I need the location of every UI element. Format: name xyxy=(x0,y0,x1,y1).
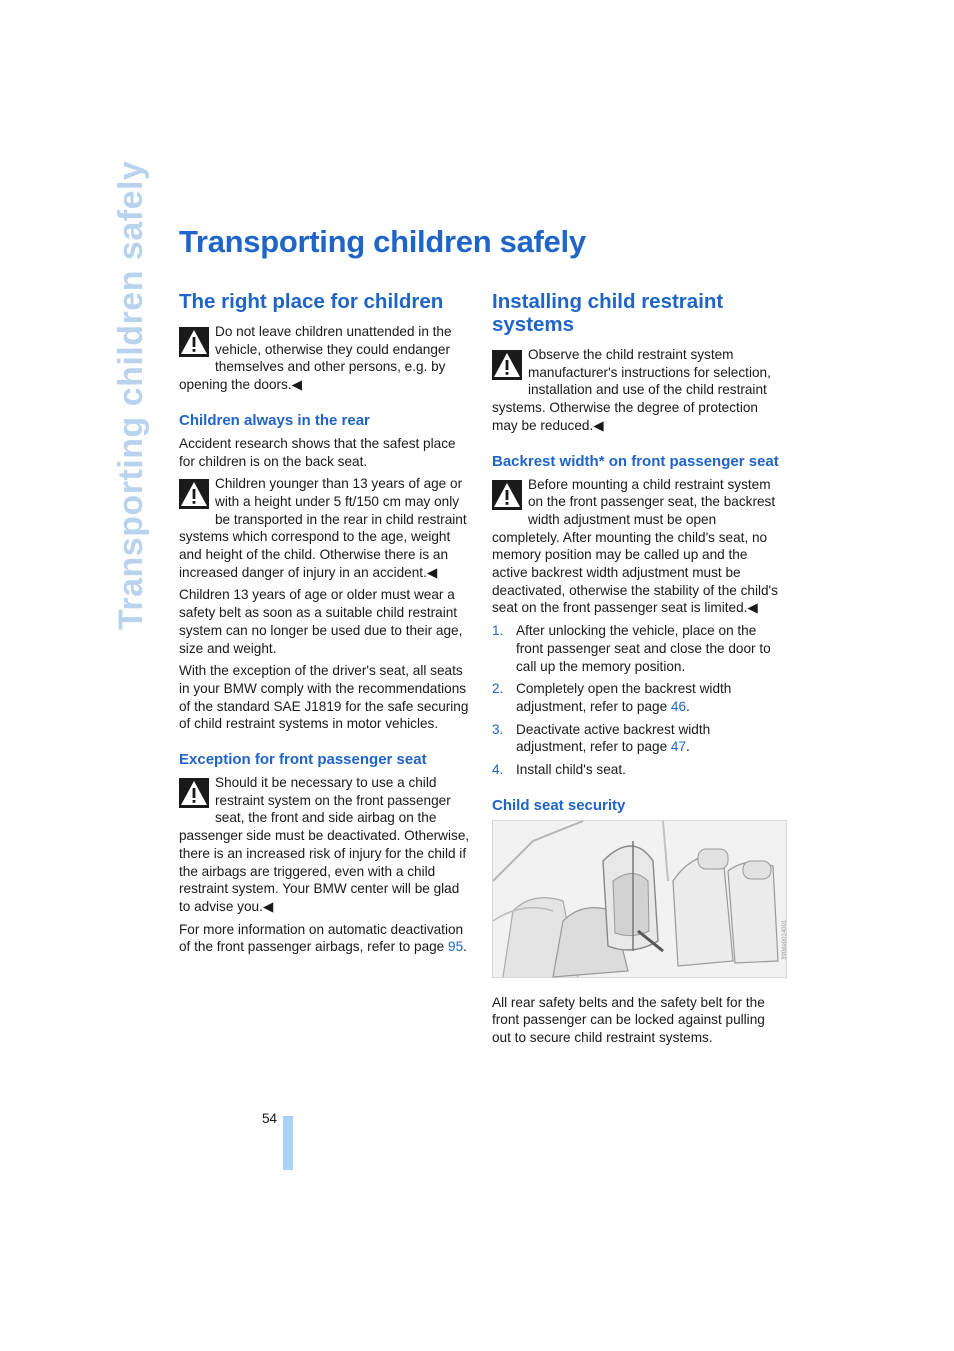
step-item: 3. Deactivate active backrest width adjustment, refer to page 47. xyxy=(492,721,711,755)
warning-text: Do not leave children unattended in the vehicle, otherwise they could endanger themselves and other persons, e.g. by opening the doors.◀ xyxy=(179,324,452,393)
warning-manufacturer xyxy=(492,346,784,435)
warning-text: Children younger than 13 years of age or with a height under 5 ft/150 cm may only be transported in the rear in child restraint systems which correspond to the age, weight and height of the child. Otherwise there is an increased danger of injury in an accident.◀ xyxy=(179,476,467,580)
page-link-47[interactable]: 47 xyxy=(670,739,687,755)
subheading-backrest-width: Backrest width* on front passenger seat xyxy=(492,452,779,470)
subheading-child-seat-security: Child seat security xyxy=(492,796,626,814)
step-item: 4. Install child's seat. xyxy=(492,762,626,778)
paragraph-safest-place: Accident research shows that the safest place for children is on the back seat. xyxy=(179,435,456,469)
side-tab xyxy=(104,160,164,630)
image-code: 390de0014001 xyxy=(782,919,789,960)
warning-backrest xyxy=(492,476,784,618)
subheading-exception: Exception for front passenger seat xyxy=(179,751,427,769)
page-title: Transporting children safely xyxy=(179,224,586,259)
page-link-95[interactable]: 95 xyxy=(448,939,464,955)
child-seat-illustration xyxy=(492,820,787,978)
warning-text: Before mounting a child restraint system on the front passenger seat, the backrest width adjustment must be open completely. After mounting the child's seat, no memory position may be called up and the active backrest width adjustment must be deactivated, otherwise the stability of the child's seat on the front passenger seat is limited.◀ xyxy=(492,476,778,616)
warning-icon xyxy=(492,480,522,510)
subheading-children-rear: Children always in the rear xyxy=(179,411,370,429)
warning-text: Observe the child restraint system manufacturer's instructions for selection, installation and use of the child restraint systems. Otherwise the degree of protection may be reduced.◀ xyxy=(492,347,771,433)
warning-unattended xyxy=(179,323,471,394)
warning-front-passenger xyxy=(179,774,471,916)
page-number: 54 xyxy=(262,1111,278,1126)
car-interior-drawing xyxy=(493,821,786,977)
warning-text: Should it be necessary to use a child restraint system on the front passenger seat, the front and side airbag on the passenger side must be deactivated. Otherwise, there is an increased risk of injury for the child if the airbags are triggered, even with a child restraint system. Your BMW center will be glad to advise you.◀ xyxy=(179,775,470,914)
left-column xyxy=(179,290,471,961)
warning-under-13 xyxy=(179,475,471,581)
paragraph-sae: With the exception of the driver's seat, all seats in your BMW comply with the recommendations of the standard SAE J1819 for the safe securing of child restraint systems in motor vehicles. xyxy=(179,663,469,732)
warning-icon xyxy=(179,327,209,357)
warning-icon xyxy=(179,479,209,509)
warning-icon xyxy=(492,350,522,380)
paragraph-belts-locked: All rear safety belts and the safety belt for the front passenger can be locked against pulling out to secure child restraint systems. xyxy=(492,994,765,1046)
step-item: 2. Completely open the backrest width adjustment, refer to page 46. xyxy=(492,681,732,714)
paragraph-13-older: Children 13 years of age or older must wear a safety belt as soon as a suitable child restraint system can no longer be used due to their age, size and weight. xyxy=(179,587,463,656)
side-tab-label: Transporting children safely xyxy=(112,160,150,630)
page-marker-bar xyxy=(283,1116,293,1170)
section-heading-right-place: The right place for children xyxy=(179,290,444,313)
section-heading-installing: Installing child restraint systems xyxy=(492,290,724,336)
right-column xyxy=(492,290,789,1052)
paragraph-more-info: For more information on automatic deactivation of the front passenger airbags, refer to page 95. xyxy=(179,921,467,955)
warning-icon xyxy=(179,778,209,808)
step-item: 1. After unlocking the vehicle, place on the front passenger seat and close the door to call up the memory position. xyxy=(492,623,771,674)
page-link-46[interactable]: 46 xyxy=(670,698,687,714)
steps-list xyxy=(492,622,784,779)
